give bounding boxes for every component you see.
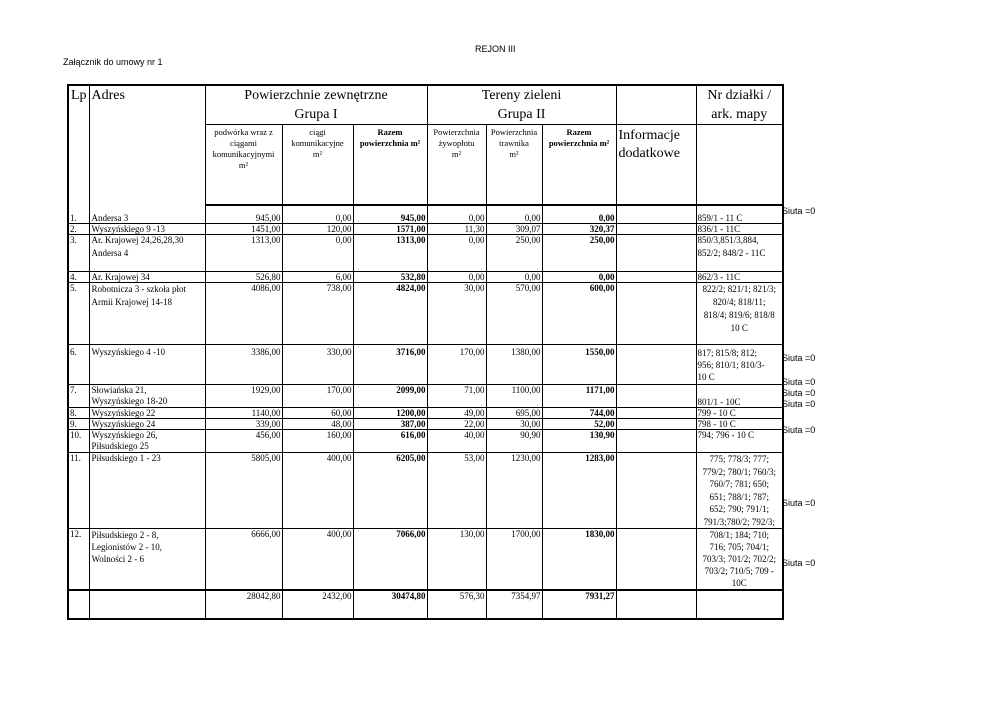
table-row: 2. Wyszyńskiego 9 -13 1451,00 120,00 1571,00 11,30 309,07 320,37 836/1 - 11C: [68, 224, 783, 235]
attachment-label: Załącznik do umowy nr 1: [63, 57, 163, 67]
header-group1-sub: Grupa I: [205, 105, 427, 125]
side-note: Siuta =0: [782, 558, 816, 568]
side-note: Siuta =0: [782, 388, 816, 398]
header-zywoplot: Powierzchnia żywopłotu m²: [427, 125, 486, 205]
header-nr-dzialki-2: ark. mapy: [696, 105, 783, 125]
table-row: 1. Andersa 3 945,00 0,00 945,00 0,00 0,00 0,00 859/1 - 11 C: [68, 213, 783, 224]
table-row: 8. Wyszyńskiego 22 1140,00 60,00 1200,00 49,00 695,00 744,00 799 - 10 C: [68, 408, 783, 419]
header-trawnik: Powierzchnia trawnika m²: [486, 125, 542, 205]
header-razem-1: Razem powierzchnia m²: [353, 125, 427, 205]
header-lp: Lp: [68, 85, 89, 205]
header-group2-sub: Grupa II: [427, 105, 616, 125]
header-group2-title: Tereny zieleni: [427, 85, 616, 105]
side-note: Siuta =0: [782, 498, 816, 508]
totals-row: [68, 590, 783, 619]
header-nr-dzialki-1: Nr działki /: [696, 85, 783, 105]
total-razem-2: 7931,27: [542, 590, 616, 619]
table-row: 5. Robotnicza 3 - szkoła płot Armii Krajowej 14-18 4086,00 738,00 4824,00 30,00 570,00 600,00 822/2; 821/1; 821/3; 820/4; 818/11; 818/4; 819/6; 818/8 10 C: [68, 283, 783, 345]
header-adres: Adres: [89, 85, 205, 205]
table-row: 6. Wyszyńskiego 4 -10 3386,00 330,00 3716,00 170,00 1380,00 1550,00 817; 815/8; 812; 956; 810/1; 810/3- 10 C: [68, 345, 783, 385]
side-note: Siuta =0: [782, 206, 816, 216]
total-trawnik: 7354,97: [486, 590, 542, 619]
table-row: 3. Ar. Krajowej 24,26,28,30 Andersa 4 1313,00 0,00 1313,00 0,00 250,00 250,00 850/3,851/3,884, 852/2; 848/2 - 11C: [68, 235, 783, 272]
side-note: Siuta =0: [782, 425, 816, 435]
header-info: Informacje dodatkowe: [616, 125, 696, 205]
page-title: REJON III: [475, 44, 516, 54]
total-zywoplot: 576,30: [427, 590, 486, 619]
side-note: Siuta =0: [782, 377, 816, 387]
side-note: Siuta =0: [782, 399, 816, 409]
table-row: 12. Piłsudskiego 2 - 8, Legionistów 2 - 10, Wolności 2 - 6 6666,00 400,00 7066,00 130,00 1700,00 1830,00 708/1; 184; 710; 716; 705; 704/1; 703/3; 701/2; 702/2; 703/2; 710/5; 709 - 10C: [68, 529, 783, 591]
header-podworka: podwórka wraz z ciągami komunikacyjnymi m²: [205, 125, 282, 205]
total-ciagi: 2432,00: [282, 590, 353, 619]
table-row: 7. Słowiańska 21, Wyszyńskiego 18-20 1929,00 170,00 2099,00 71,00 1100,00 1171,00 801/1 - 10C: [68, 385, 783, 408]
regions-table: [67, 84, 784, 620]
table-row: 11. Piłsudskiego 1 - 23 5805,00 400,00 6205,00 53,00 1230,00 1283,00 775; 778/3; 777; 779/2; 780/1; 760/3; 760/7; 781; 650; 651; 788/1; 787; 652; 790; 791/1; 791/3;780/2; 792/3;: [68, 453, 783, 529]
header-razem-2: Razem powierzchnia m²: [542, 125, 616, 205]
table-row: 10. Wyszyńskiego 26, Piłsudskiego 25 456,00 160,00 616,00 40,00 90,90 130,90 794; 796 - 10 C: [68, 430, 783, 453]
table-header-row-1: [68, 85, 783, 105]
table-row: 9. Wyszyńskiego 24 339,00 48,00 387,00 22,00 30,00 52,00 798 - 10 C: [68, 419, 783, 430]
table-row: 4. Ar. Krajowej 34 526,80 6,00 532,80 0,00 0,00 0,00 862/3 - 11C: [68, 272, 783, 283]
side-note: Siuta =0: [782, 353, 816, 363]
header-ciagi: ciągi komunikacyjne m²: [282, 125, 353, 205]
total-razem-1: 30474,80: [353, 590, 427, 619]
total-podworka: 28042,80: [205, 590, 282, 619]
header-group1-title: Powierzchnie zewnętrzne: [205, 85, 427, 105]
